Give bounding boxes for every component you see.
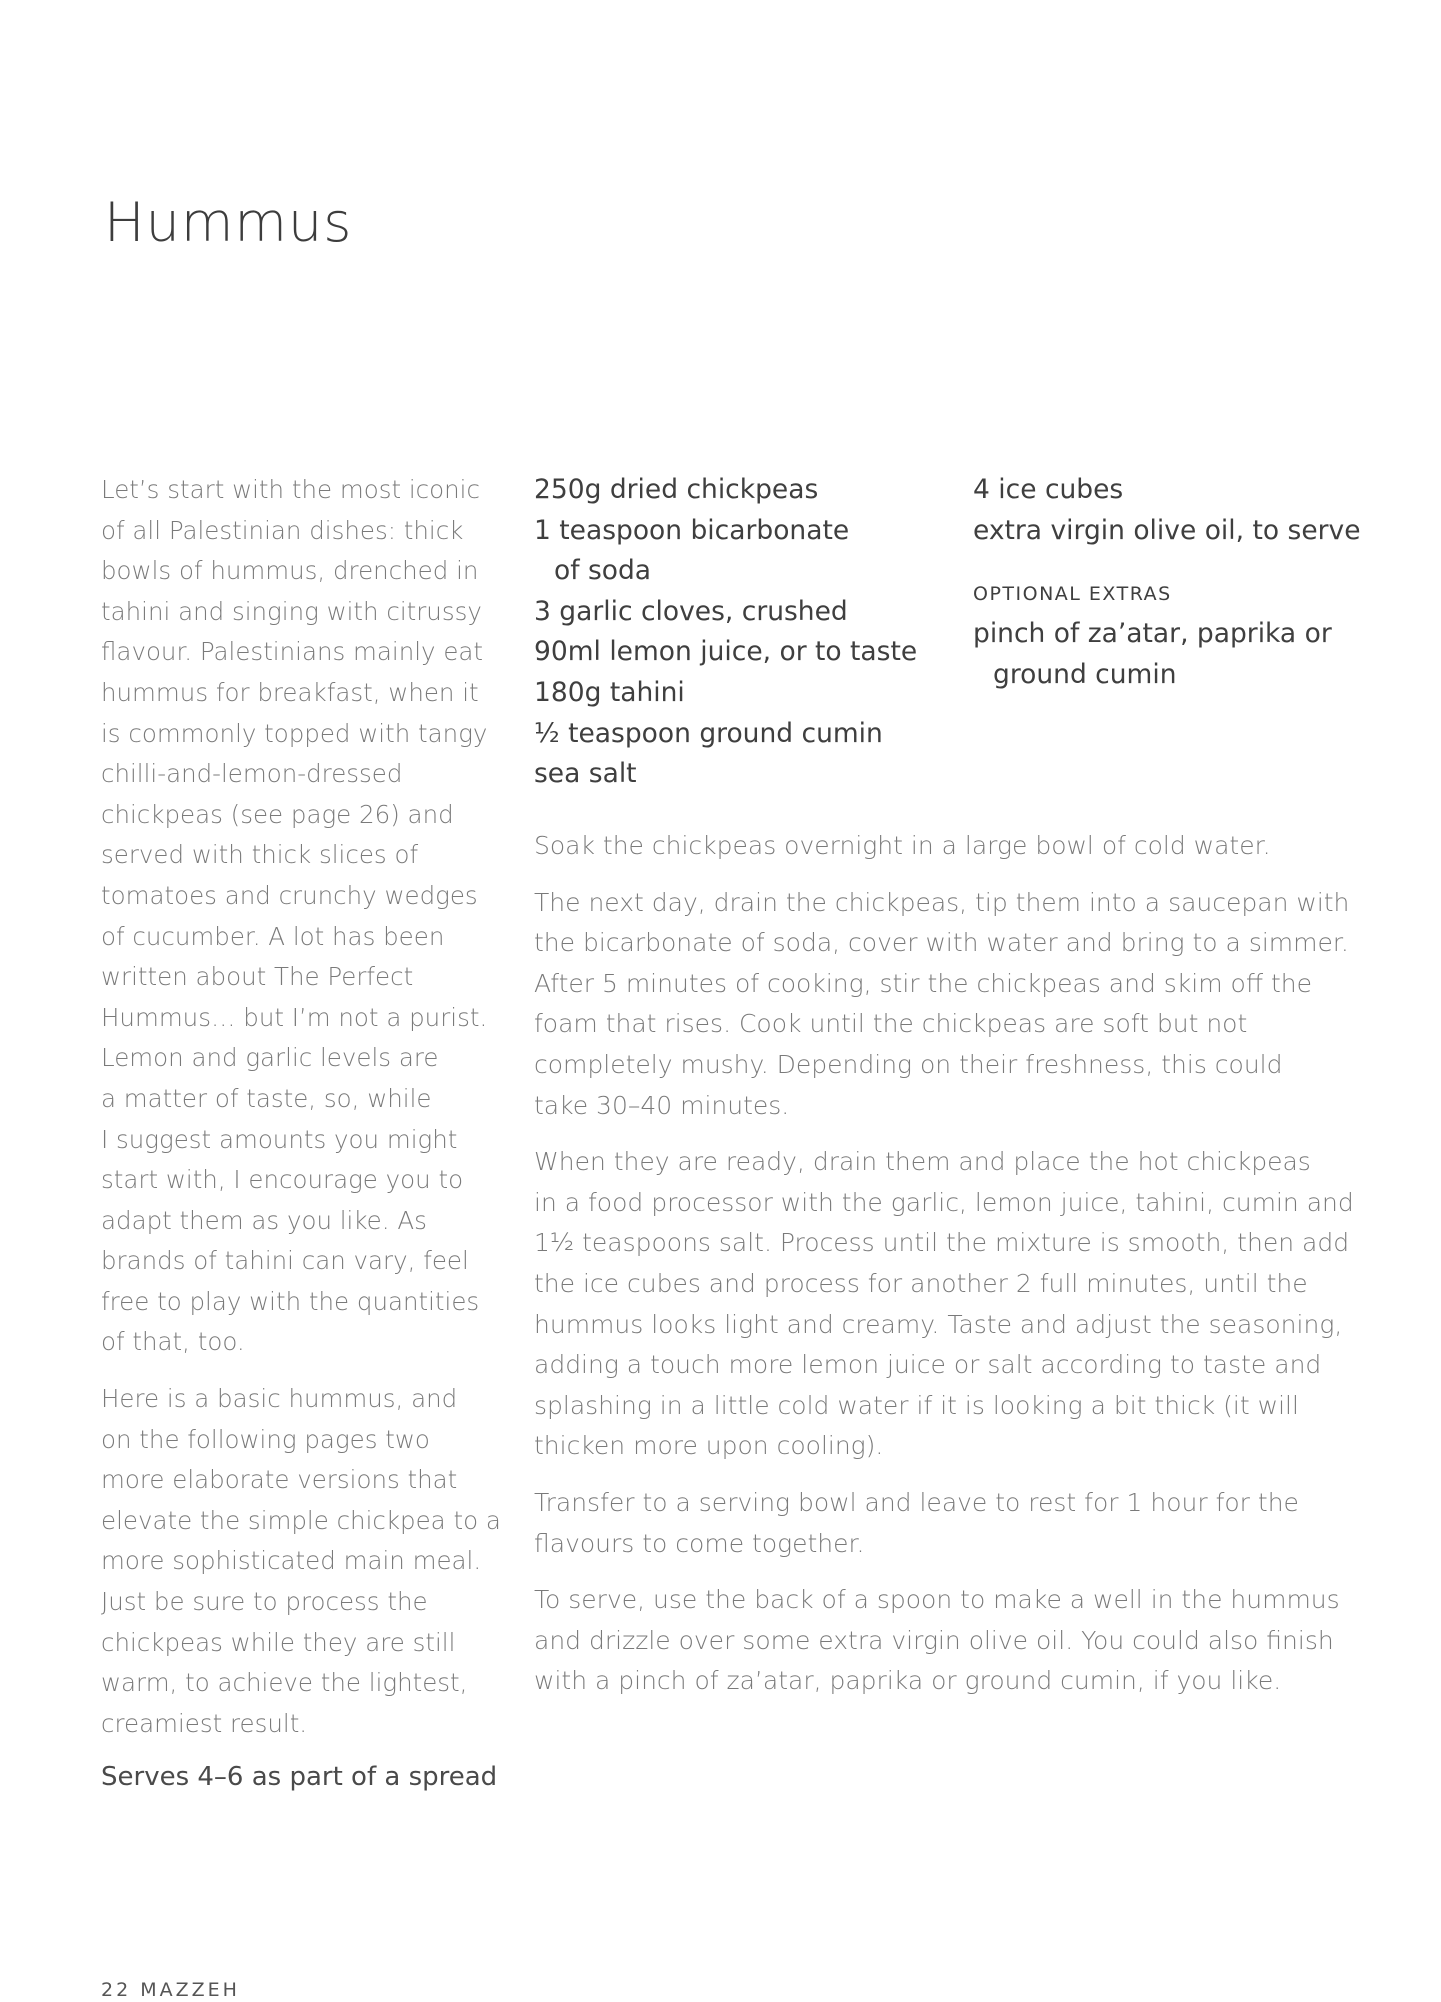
text-line: with a pinch of za’atar, paprika or ground cumin, if you like. bbox=[534, 1666, 1282, 1696]
ingredient-item: 1 teaspoon bicarbonate of soda bbox=[534, 514, 850, 587]
text-line: served with thick slices of bbox=[101, 840, 419, 870]
text-line: Let’s start with the most iconic bbox=[101, 475, 480, 504]
page-title: Hummus bbox=[104, 191, 353, 254]
text-line: warm, to achieve the lightest, bbox=[101, 1668, 468, 1698]
intro-text bbox=[101, 470, 501, 1760]
text-line: completely mushy. Depending on their freshness, this could bbox=[534, 1049, 1283, 1079]
text-line: tomatoes and crunchy wedges bbox=[101, 880, 478, 910]
text-line: The next day, drain the chickpeas, tip them into a saucepan with bbox=[534, 887, 1350, 917]
method-step bbox=[534, 1142, 1354, 1467]
text-line: of that, too. bbox=[101, 1327, 245, 1357]
ingredient-item: sea salt bbox=[534, 758, 637, 790]
text-line: hummus for breakfast, when it bbox=[101, 677, 479, 707]
text-line: take 30–40 minutes. bbox=[534, 1090, 790, 1120]
text-line: bowls of hummus, drenched in bbox=[101, 556, 479, 586]
intro-paragraph bbox=[101, 1379, 501, 1744]
text-line: chilli-and-lemon-dressed bbox=[101, 759, 403, 789]
text-line: Transfer to a serving bowl and leave to rest for 1 hour for the bbox=[534, 1487, 1299, 1517]
text-line: more elaborate versions that bbox=[101, 1465, 458, 1495]
text-line: free to play with the quantities bbox=[101, 1286, 480, 1316]
ingredient-item: ½ teaspoon ground cumin bbox=[534, 717, 883, 749]
page-folio bbox=[101, 1978, 240, 2002]
intro-paragraph bbox=[101, 470, 501, 1363]
text-line: more sophisticated main meal. bbox=[101, 1546, 482, 1576]
text-line: chickpeas while they are still bbox=[101, 1627, 456, 1657]
ingredients-list-extra bbox=[973, 470, 1393, 695]
method-step bbox=[534, 826, 1354, 867]
ingredients-list bbox=[534, 470, 954, 795]
ingredient-item: extra virgin olive oil, to serve bbox=[973, 514, 1361, 546]
text-line: thicken more upon cooling). bbox=[534, 1431, 884, 1461]
ingredient-item: 3 garlic cloves, crushed bbox=[534, 595, 848, 627]
method-step bbox=[534, 883, 1354, 1127]
text-line: chickpeas (see page 26) and bbox=[101, 799, 454, 829]
text-line: adapt them as you like. As bbox=[101, 1205, 427, 1235]
text-line: After 5 minutes of cooking, stir the chickpeas and skim off the bbox=[534, 968, 1313, 998]
text-line: Just be sure to process the bbox=[101, 1587, 428, 1617]
text-line: When they are ready, drain them and place the hot chickpeas bbox=[534, 1147, 1311, 1177]
serves-note: Serves 4–6 as part of a spread bbox=[101, 1762, 498, 1792]
text-line: splashing in a little cold water if it is looking a bit thick (it will bbox=[534, 1390, 1299, 1420]
text-line: foam that rises. Cook until the chickpeas are soft but not bbox=[534, 1009, 1248, 1039]
text-line: of cucumber. A lot has been bbox=[101, 921, 445, 951]
text-line: Lemon and garlic levels are bbox=[101, 1043, 439, 1073]
text-line: a matter of taste, so, while bbox=[101, 1083, 432, 1113]
text-line: on the following pages two bbox=[101, 1424, 430, 1454]
text-line: written about The Perfect bbox=[101, 962, 414, 992]
ingredient-item: 4 ice cubes bbox=[973, 474, 1124, 505]
text-line: elevate the simple chickpea to a bbox=[101, 1505, 501, 1535]
text-line: hummus looks light and creamy. Taste and adjust the seasoning, bbox=[534, 1309, 1343, 1339]
text-line: Here is a basic hummus, and bbox=[101, 1384, 458, 1414]
text-line: To serve, use the back of a spoon to make a well in the hummus bbox=[534, 1585, 1340, 1615]
ingredient-item: 90ml lemon juice, or to taste bbox=[534, 636, 918, 668]
text-line: tahini and singing with citrussy bbox=[101, 596, 482, 626]
text-line: in a food processor with the garlic, lemon juice, tahini, cumin and bbox=[534, 1187, 1354, 1217]
text-line: Hummus… but I’m not a purist. bbox=[101, 1002, 488, 1032]
text-line: Soak the chickpeas overnight in a large bowl of cold water. bbox=[534, 831, 1271, 860]
text-line: flavour. Palestinians mainly eat bbox=[101, 637, 484, 667]
method-step bbox=[534, 1483, 1354, 1564]
text-line: of all Palestinian dishes: thick bbox=[101, 515, 464, 545]
text-line: and drizzle over some extra virgin olive oil. You could also finish bbox=[534, 1625, 1334, 1655]
text-line: start with, I encourage you to bbox=[101, 1165, 464, 1195]
text-line: brands of tahini can vary, feel bbox=[101, 1246, 469, 1276]
text-line: the bicarbonate of soda, cover with water and bring to a simmer. bbox=[534, 928, 1349, 958]
ingredient-item: 250g dried chickpeas bbox=[534, 474, 819, 505]
text-line: is commonly topped with tangy bbox=[101, 718, 488, 748]
text-line: flavours to come together. bbox=[534, 1528, 865, 1558]
page-number: 22 bbox=[101, 1979, 132, 2001]
text-line: I suggest amounts you might bbox=[101, 1124, 458, 1154]
method-step bbox=[534, 1580, 1354, 1702]
text-line: the ice cubes and process for another 2 full minutes, until the bbox=[534, 1268, 1308, 1298]
text-line: adding a touch more lemon juice or salt according to taste and bbox=[534, 1350, 1322, 1380]
ingredient-item: 180g tahini bbox=[534, 676, 685, 708]
section-name: MAZZEH bbox=[140, 1979, 240, 2001]
method-text bbox=[534, 826, 1354, 1718]
text-line: 1½ teaspoons salt. Process until the mixture is smooth, then add bbox=[534, 1228, 1350, 1258]
text-line: creamiest result. bbox=[101, 1708, 308, 1738]
optional-extras-heading: OPTIONAL EXTRAS bbox=[973, 583, 1172, 606]
optional-extra-item: pinch of za’atar, paprika or ground cumin bbox=[973, 618, 1332, 690]
